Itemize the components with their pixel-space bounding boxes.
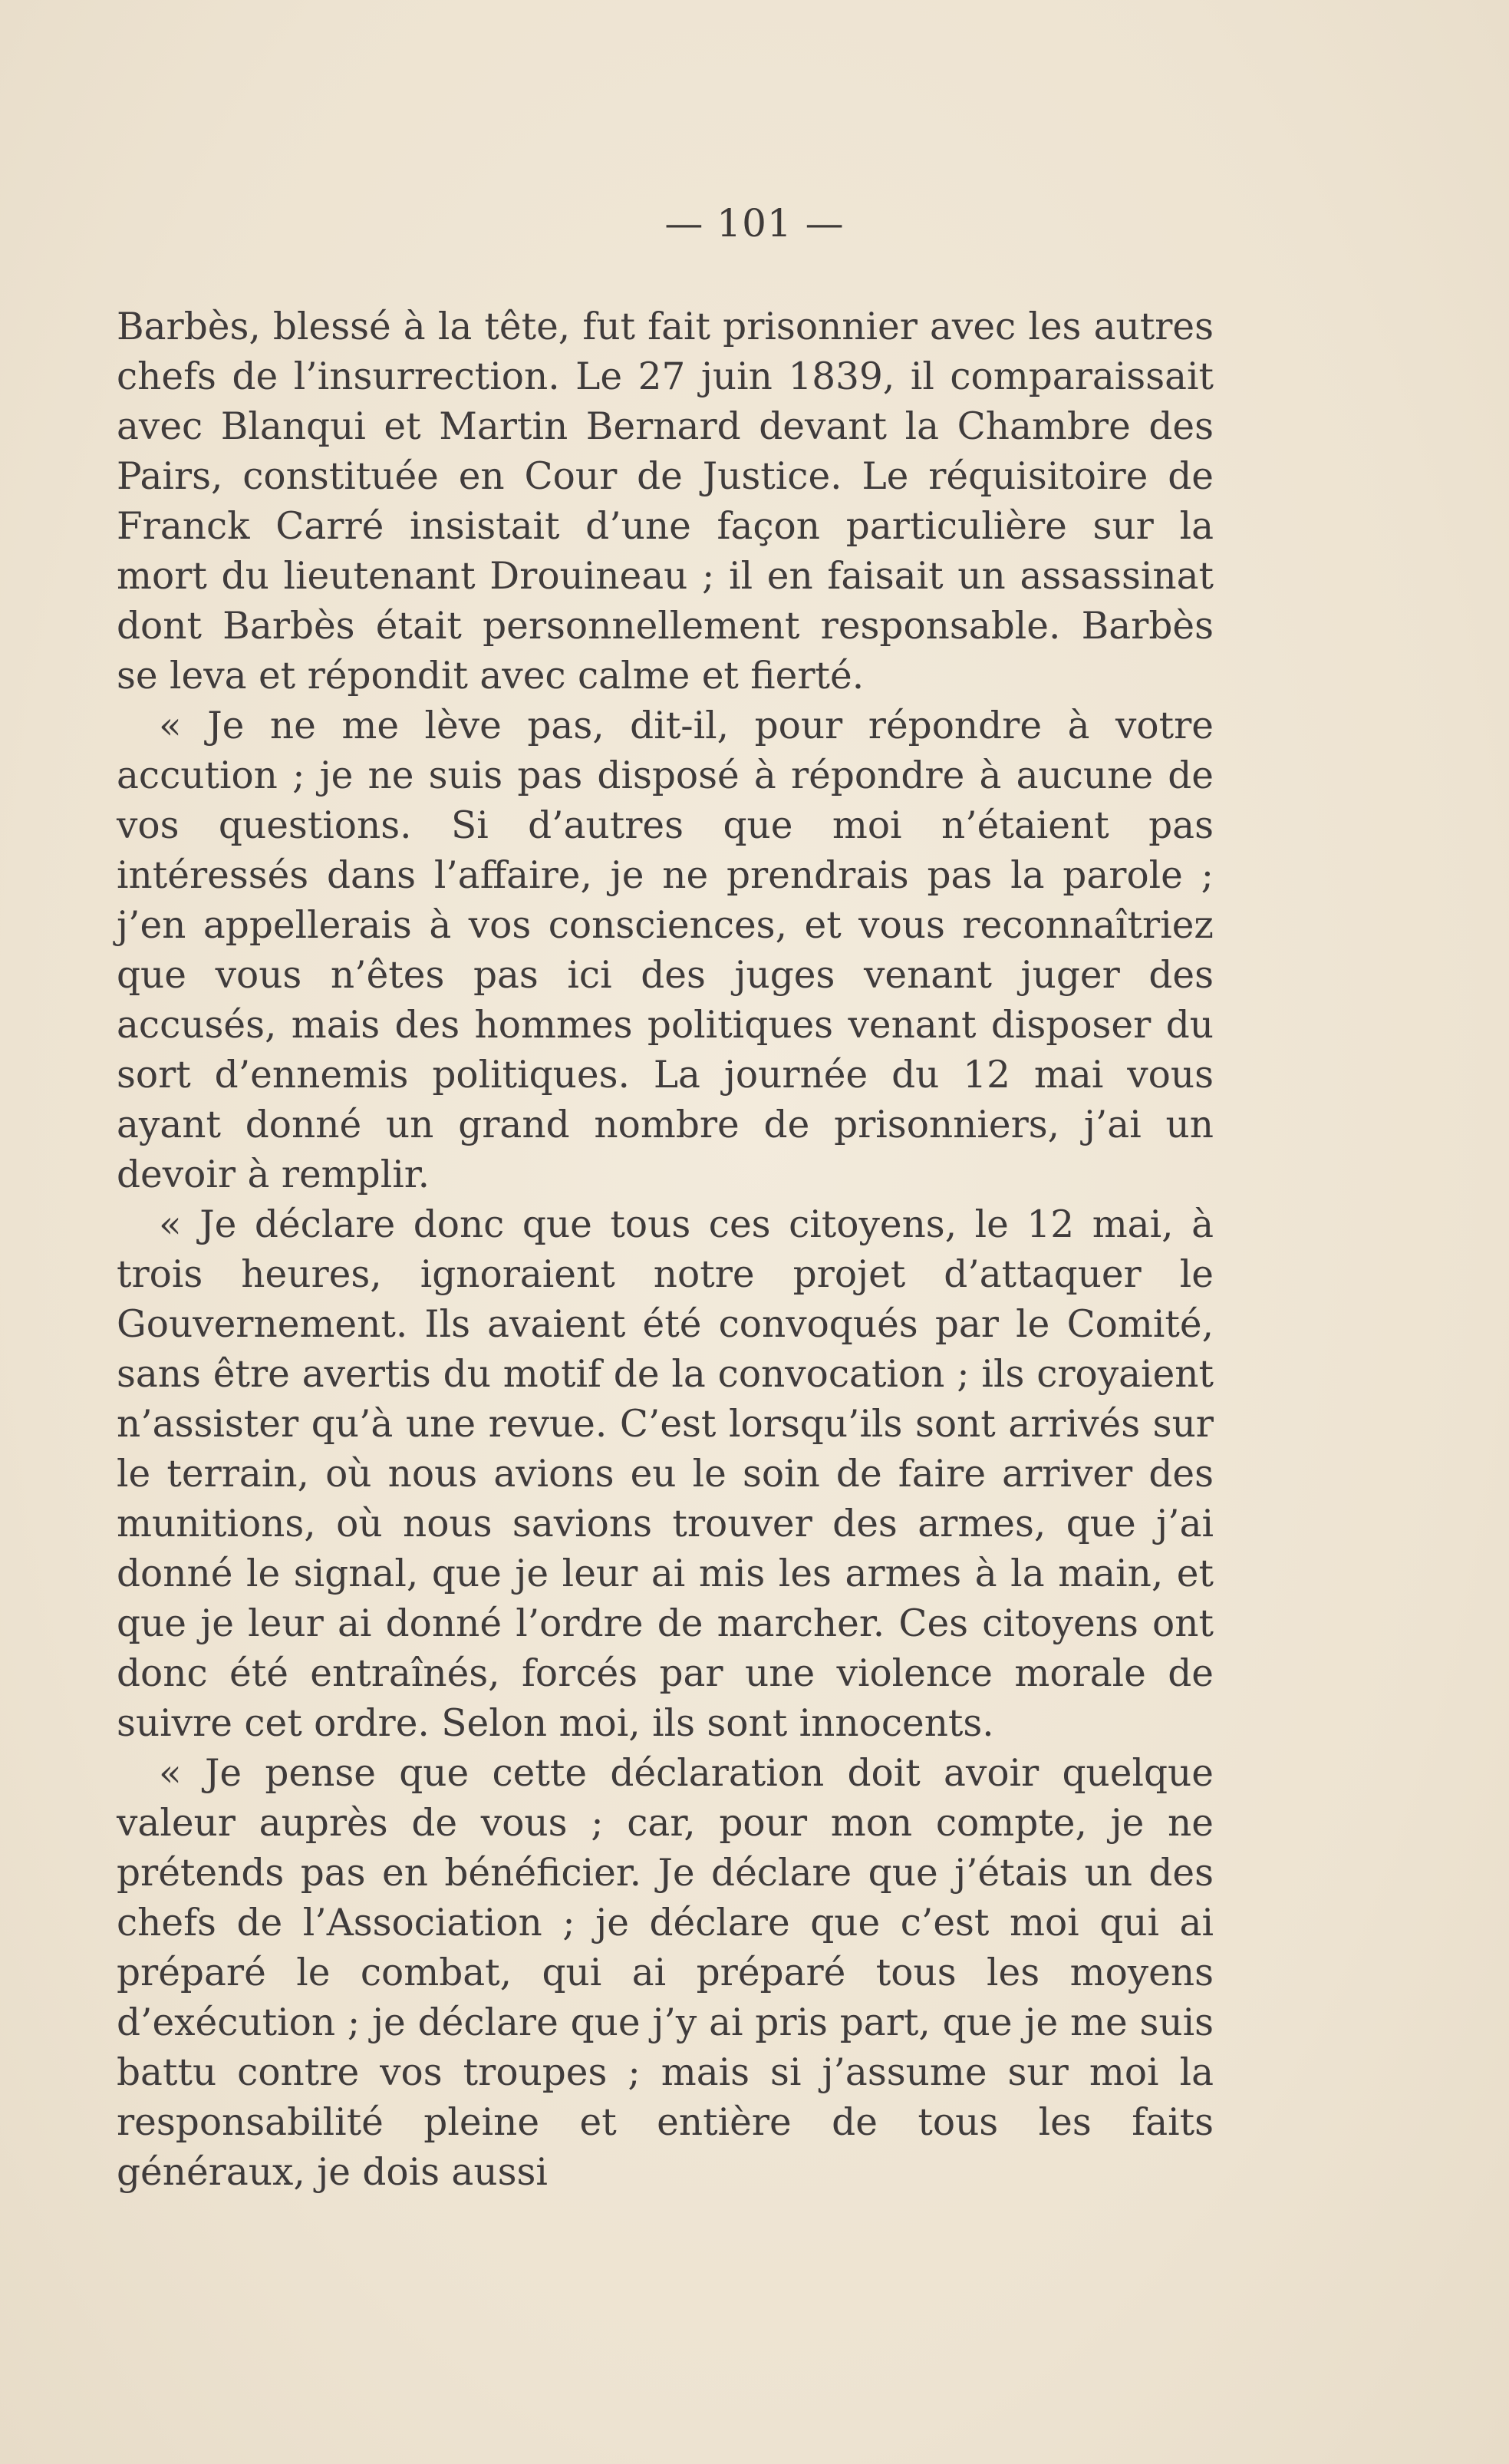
page-body <box>117 302 1214 2198</box>
page-number: — 101 — <box>664 201 845 246</box>
paragraph-2: « Je ne me lève pas, dit-il, pour répondre à votre accution ; je ne suis pas disposé à répondre à aucune de vos questions. Si d’autres que moi n’étaient pas intéressés dans l’affaire, je ne prendrais pas la parole ; j’en appellerais à vos consciences, et vous reconnaîtriez que vous n’êtes pas ici des juges venant juger des accusés, mais des hommes politiques venant disposer du sort d’ennemis politiques. La journée du 12 mai vous ayant donné un grand nombre de prisonniers, j’ai un devoir à remplir. <box>117 704 1214 1196</box>
paragraph-4: « Je pense que cette déclaration doit avoir quelque valeur auprès de vous ; car, pour mon compte, je ne prétends pas en bénéficier. Je déclare que j’étais un des chefs de l’Association ; je déclare que c’est moi qui ai préparé le combat, qui ai préparé tous les moyens d’exécution ; je déclare que j’y ai pris part, que je me suis battu contre vos troupes ; mais si j’assume sur moi la responsabilité pleine et entière de tous les faits généraux, je dois aussi <box>117 1752 1214 2194</box>
paragraph-3: « Je déclare donc que tous ces citoyens, le 12 mai, à trois heures, ignoraient notre projet d’attaquer le Gouvernement. Ils avaient été convoqués par le Comité, sans être avertis du motif de la convocation ; ils croyaient n’assister qu’à une revue. C’est lorsqu’ils sont arrivés sur le terrain, où nous avions eu le soin de faire arriver des munitions, où nous savions trouver des armes, que j’ai donné le signal, que je leur ai mis les armes à la main, et que je leur ai donné l’ordre de marcher. Ces citoyens ont donc été entraînés, forcés par une violence morale de suivre cet ordre. Selon moi, ils sont innocents. <box>117 1203 1214 1745</box>
paragraph-1: Barbès, blessé à la tête, fut fait prisonnier avec les autres chefs de l’insurrection. Le 27 juin 1839, il comparaissait avec Blanqui et Martin Bernard devant la Chambre des Pairs, constituée en Cour de Justice. Le réquisitoire de Franck Carré insistait d’une façon particulière sur la mort du lieutenant Drouineau ; il en faisait un assassinat dont Barbès était personnellement responsable. Barbès se leva et répondit avec calme et fierté. <box>117 305 1214 698</box>
